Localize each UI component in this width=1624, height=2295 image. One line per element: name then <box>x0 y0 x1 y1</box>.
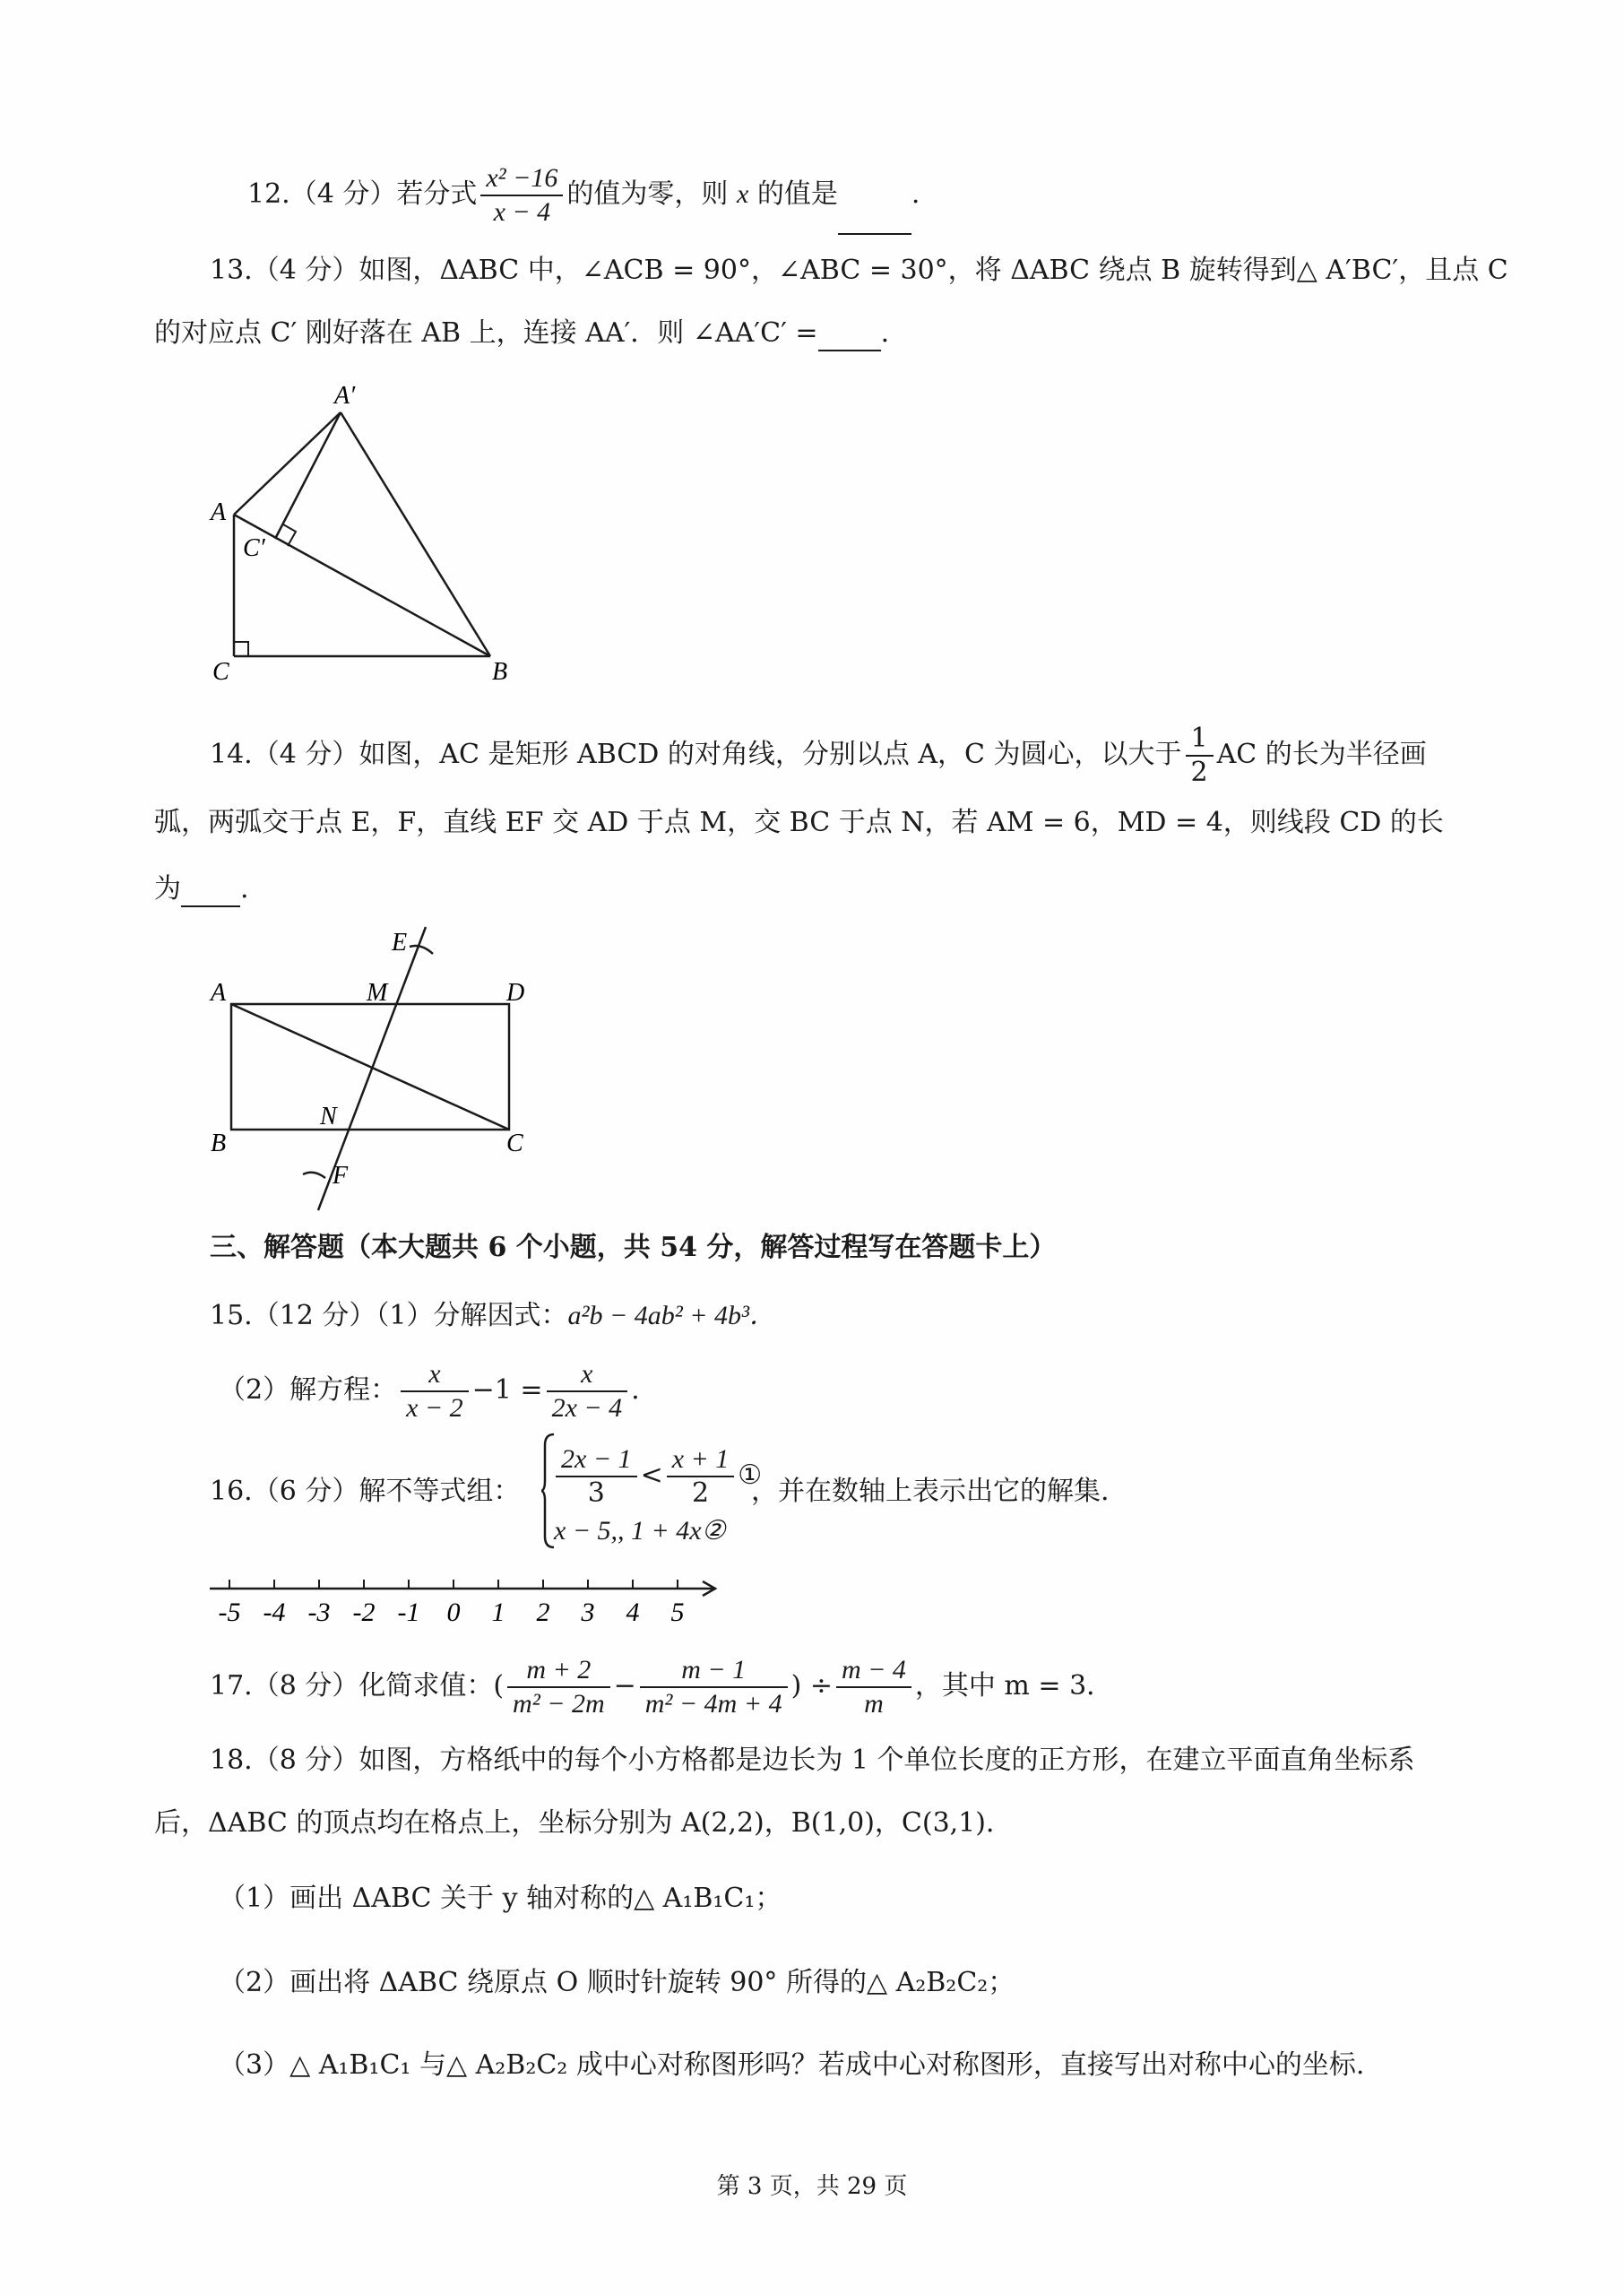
q16-r1-right-frac <box>667 1443 735 1510</box>
q12-var: x <box>736 179 749 209</box>
question-14-line2: 弧，两弧交于点 E，F，直线 EF 交 AD 于点 M，交 BC 于点 N，若 AM = 6，MD = 4，则线段 CD 的长 <box>154 807 1444 838</box>
label-C: C <box>506 1130 523 1157</box>
number-line-label: -3 <box>307 1598 331 1627</box>
question-17 <box>210 1648 1113 1725</box>
label-A-prime: A′ <box>334 382 356 410</box>
label-N: N <box>320 1103 337 1130</box>
q15-frac1 <box>401 1358 469 1425</box>
segment-AB <box>234 515 490 656</box>
q12-frac-num: x² −16 <box>480 162 563 196</box>
q17-f3-den: m <box>864 1689 884 1719</box>
q12-frac-den: x − 4 <box>493 197 551 227</box>
label-A: A <box>211 498 227 526</box>
q16-r1-num-r: x + 1 <box>667 1443 735 1477</box>
q16-suffix: ，并在数轴上表示出它的解集. <box>751 1476 1110 1507</box>
q13-line2-text: 的对应点 C′ 刚好落在 AB 上，连接 AA′．则 ∠AA′C′ = <box>154 317 818 349</box>
question-12 <box>247 154 920 235</box>
q14-fraction <box>1186 723 1214 789</box>
q17-f3-num: m − 4 <box>836 1654 911 1688</box>
question-14-line1 <box>210 717 1427 792</box>
q17-f2-den: m² − 4m + 4 <box>644 1689 782 1719</box>
number-line-label: 2 <box>536 1598 550 1627</box>
number-line-label: 3 <box>581 1598 595 1627</box>
label-D: D <box>506 979 525 1007</box>
question-18-line2: 后，ΔABC 的顶点均在格点上，坐标分别为 A(2,2)，B(1,0)，C(3,1)． <box>154 1807 1013 1839</box>
number-line-label: 5 <box>670 1598 685 1627</box>
q14-answer-blank[interactable] <box>181 879 240 907</box>
q16-r1-den-r: 2 <box>691 1477 710 1509</box>
q12-answer-blank[interactable] <box>838 206 911 235</box>
q17-frac1 <box>507 1654 610 1720</box>
q17-suffix: ，其中 m = 3． <box>914 1670 1114 1702</box>
q17-frac2 <box>640 1654 788 1720</box>
q15-f2-num: x <box>547 1358 628 1392</box>
q13-triangle-figure <box>202 377 542 699</box>
q15-f1-num: x <box>401 1358 469 1392</box>
arc-E <box>410 946 433 954</box>
label-C-prime: C′ <box>243 534 265 562</box>
label-C: C <box>212 658 229 686</box>
label-B: B <box>211 1130 227 1157</box>
q15-f1-den: x − 2 <box>406 1393 463 1423</box>
q15-part2-label: （2）解方程： <box>219 1374 398 1406</box>
q12-fraction <box>480 162 563 229</box>
q16-r1-den-l: 3 <box>587 1477 605 1509</box>
number-line-label: -2 <box>352 1598 376 1627</box>
question-13-line2 <box>154 316 889 351</box>
q14-rectangle-figure <box>202 923 542 1219</box>
q15-frac2 <box>547 1358 628 1425</box>
q17-prefix: 17.（8 分）化简求值：( <box>210 1670 505 1702</box>
q16-inequality-2: x − 5,, 1 + 4x② <box>554 1516 726 1546</box>
number-line <box>206 1569 726 1632</box>
question-15-part2 <box>219 1352 640 1429</box>
q15-part1-label: 15.（12 分）（1）分解因式： <box>210 1300 568 1331</box>
q16-r1-mark: ① <box>738 1459 763 1491</box>
label-F: F <box>333 1162 349 1190</box>
q17-minus: − <box>613 1670 636 1702</box>
question-16-prefix: 16.（6 分）解不等式组： <box>210 1476 521 1507</box>
q15-end: . <box>631 1374 640 1406</box>
q17-div: ) ÷ <box>790 1670 833 1702</box>
q16-r1-left-frac <box>556 1443 637 1510</box>
segment-A-prime-C-prime <box>275 412 341 539</box>
label-E: E <box>392 929 408 957</box>
label-A: A <box>211 979 227 1007</box>
q16-r1-op: < <box>640 1459 663 1491</box>
question-18-part2: （2）画出将 ΔABC 绕原点 O 顺时针旋转 90° 所得的△ A₂B₂C₂； <box>219 1967 1015 1998</box>
q14-line1a: 14.（4 分）如图，AC 是矩形 ABCD 的对角线，分别以点 A，C 为圆心，以大于 <box>210 739 1182 770</box>
q16-r1-num-l: 2x − 1 <box>556 1443 637 1477</box>
number-line-label: 0 <box>446 1598 461 1627</box>
question-14-line3 <box>154 871 249 907</box>
question-15-part1 <box>210 1298 776 1334</box>
label-M: M <box>367 979 388 1007</box>
number-line-label: 1 <box>491 1598 505 1627</box>
question-18-part3: （3）△ A₁B₁C₁ 与△ A₂B₂C₂ 成中心对称图形吗？若成中心对称图形，直接写出对称中心的坐标. <box>219 2049 1365 2081</box>
q17-f1-den: m² − 2m <box>513 1689 605 1719</box>
number-line-label: -5 <box>218 1598 241 1627</box>
q14-line1b: AC 的长为半径画 <box>1216 739 1427 770</box>
section-3-heading: 三、解答题（本大题共 6 个小题，共 54 分，解答过程写在答题卡上） <box>210 1232 1057 1263</box>
arc-F <box>303 1173 325 1178</box>
number-line-label: -4 <box>263 1598 286 1627</box>
q12-prefix: 12.（4 分）若分式 <box>247 178 478 210</box>
right-angle-mark-C <box>234 642 248 656</box>
q14-line3-text: 为 <box>154 873 181 905</box>
q15-f2-den: 2x − 4 <box>551 1393 623 1423</box>
q12-end: . <box>911 178 920 210</box>
q12-suffix: 的值为零，则 <box>566 178 729 210</box>
q12-suffix2: 的值是 <box>756 178 838 210</box>
segment-AA-prime <box>234 412 341 515</box>
question-18-part1: （1）画出 ΔABC 关于 y 轴对称的△ A₁B₁C₁； <box>219 1883 782 1914</box>
q16-inequality-1 <box>552 1438 762 1513</box>
q17-frac3 <box>836 1654 911 1720</box>
q15-mid: −1 = <box>471 1374 543 1406</box>
page-footer: 第 3 页，共 29 页 <box>716 2173 908 2200</box>
q14-frac-num: 1 <box>1186 723 1214 757</box>
diagonal-AC <box>231 1004 509 1130</box>
q14-end: . <box>240 873 249 905</box>
q15-expr1: a²b − 4ab² + 4b³． <box>567 1301 776 1330</box>
q14-frac-den: 2 <box>1190 757 1208 788</box>
q17-f1-num: m + 2 <box>507 1654 610 1688</box>
q13-answer-blank[interactable] <box>818 323 881 351</box>
segment-A-prime-B <box>341 412 490 656</box>
number-line-label: -1 <box>397 1598 420 1627</box>
question-18-line1: 18.（8 分）如图，方格纸中的每个小方格都是边长为 1 个单位长度的正方形，在建立平面直角坐标系 <box>210 1745 1415 1776</box>
q13-end: . <box>880 317 890 349</box>
number-line-label: 4 <box>626 1598 640 1627</box>
question-13-line1: 13.（4 分）如图，ΔABC 中，∠ACB = 90°，∠ABC = 30°，将 ΔABC 绕点 B 旋转得到△ A′BC′，且点 C <box>210 255 1508 286</box>
label-B: B <box>492 658 508 686</box>
q17-f2-num: m − 1 <box>640 1654 788 1688</box>
